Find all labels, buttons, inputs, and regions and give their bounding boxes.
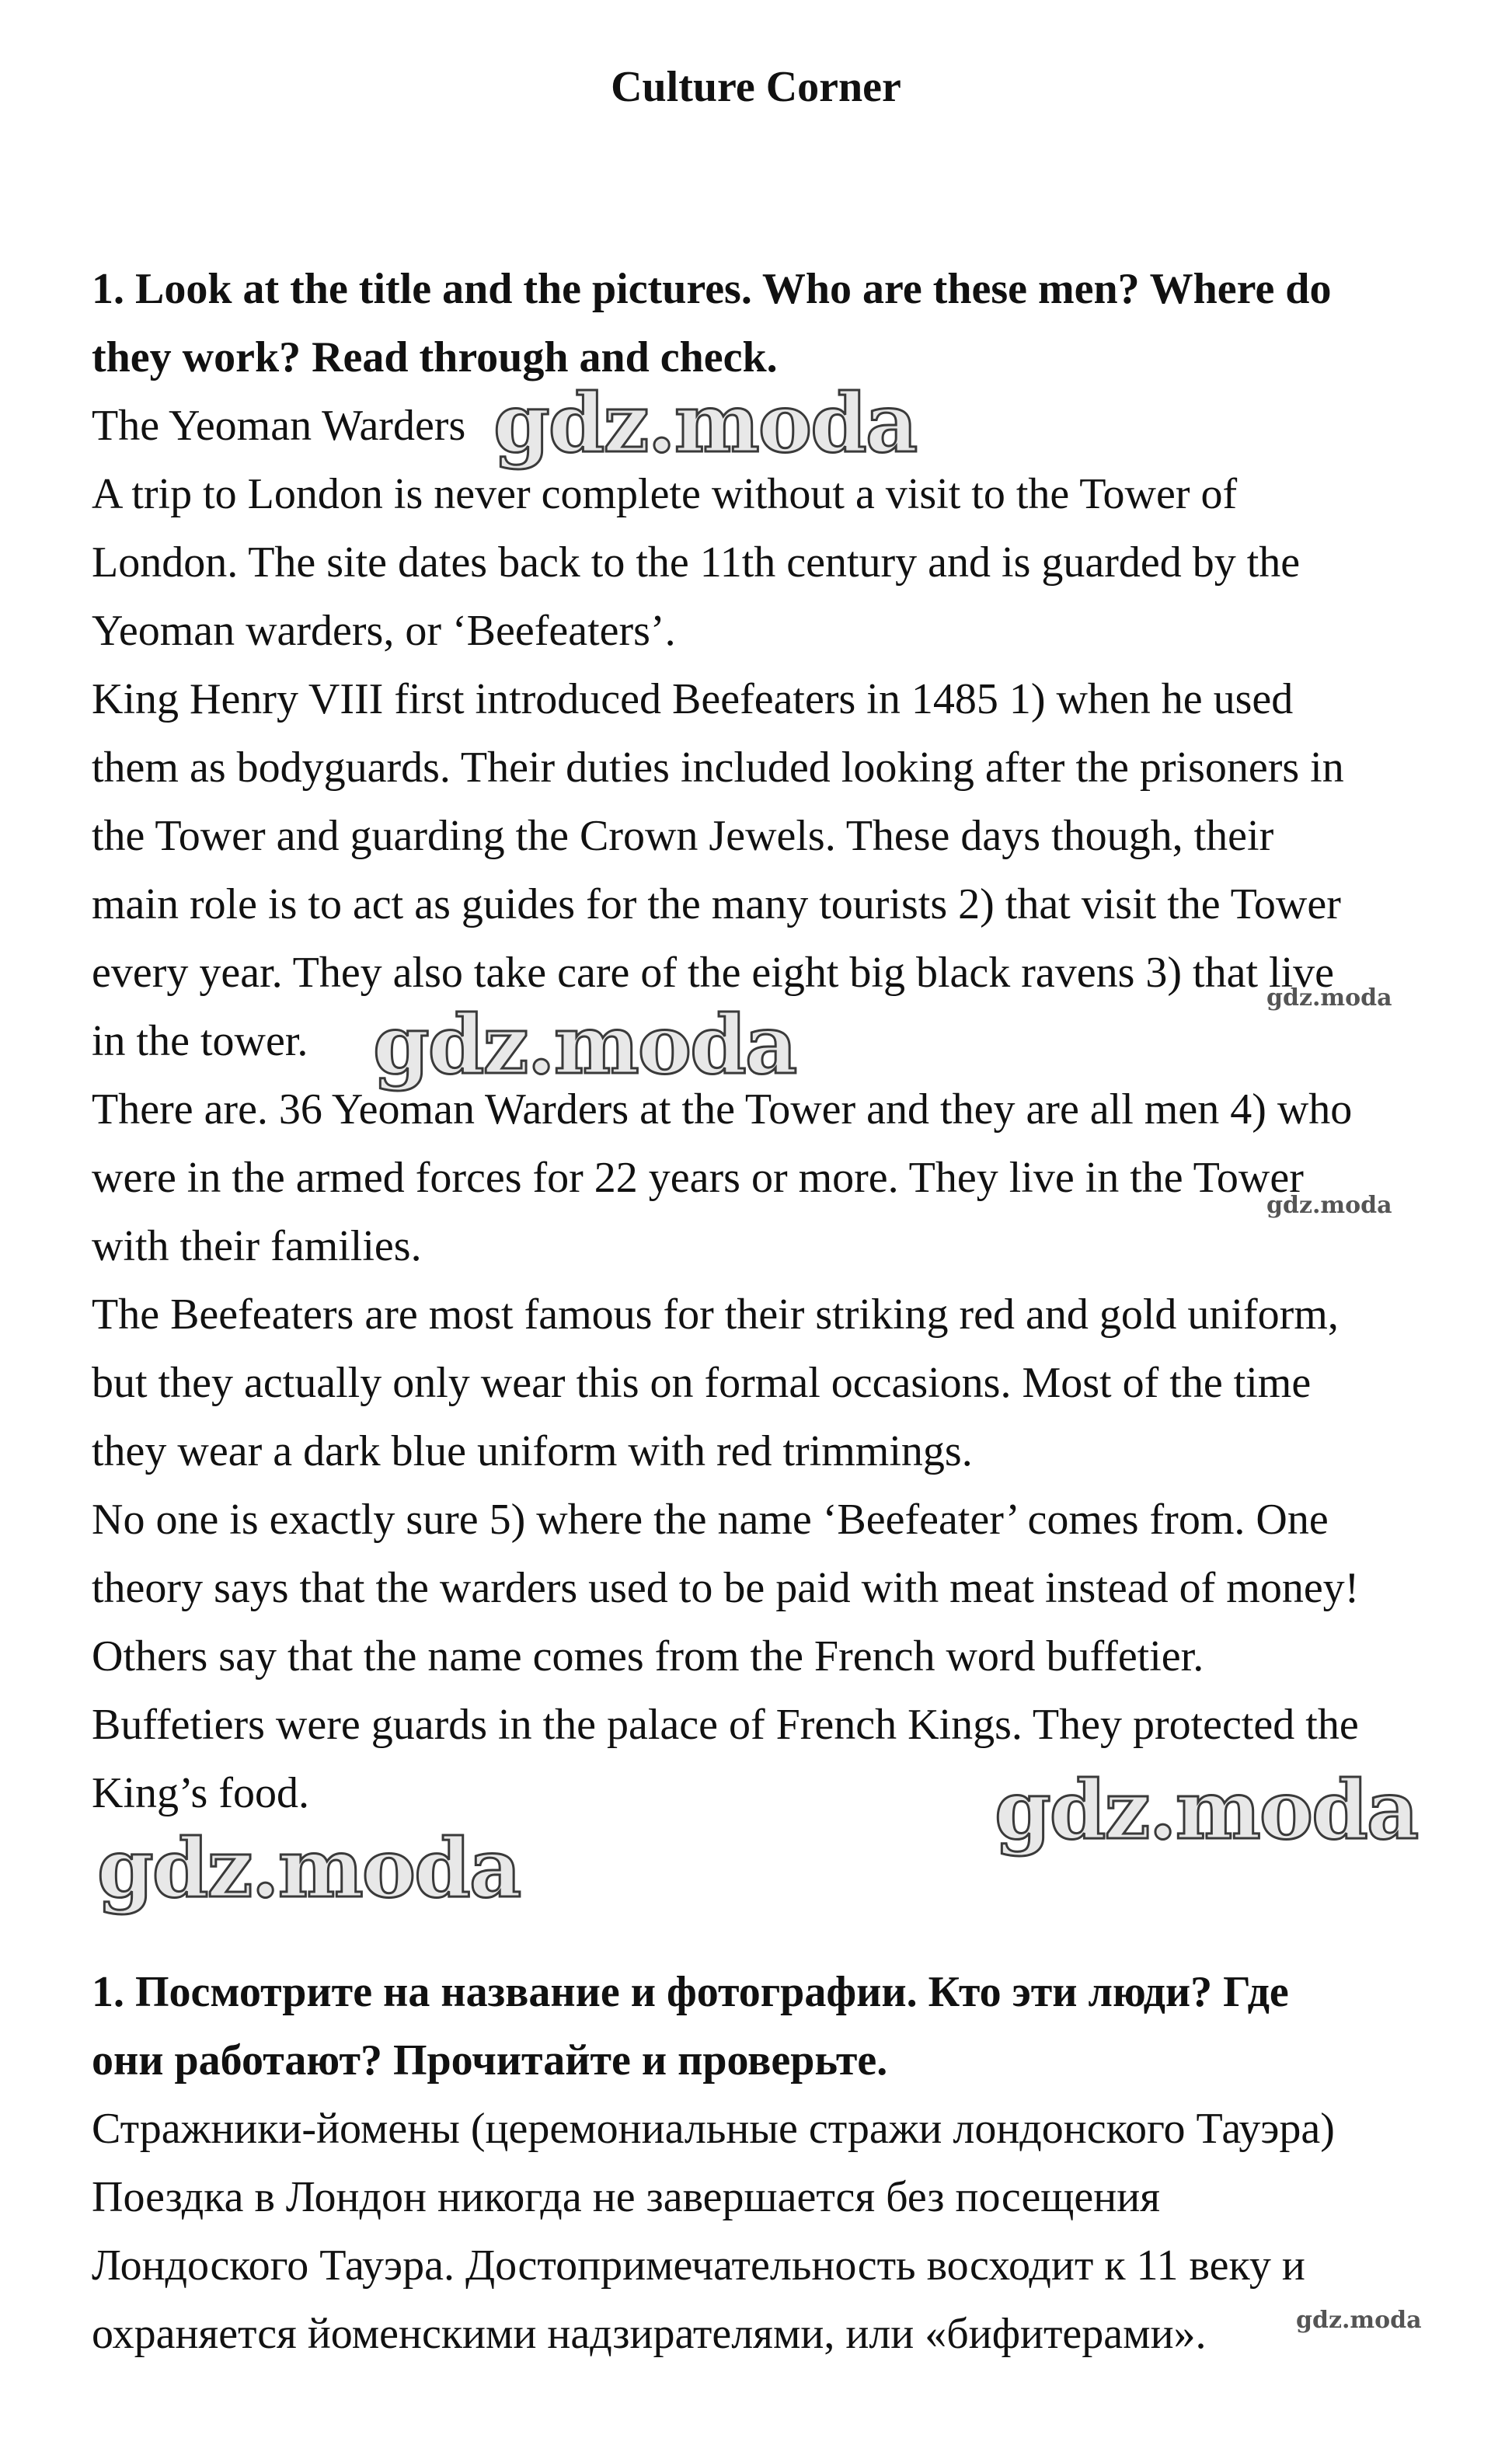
text-line: A trip to London is never complete without a visit to the Tower of	[92, 470, 1238, 518]
heading-line: они работают? Прочитайте и проверьте.	[92, 2036, 888, 2085]
text-line: in the tower.	[92, 1017, 308, 1065]
watermark-small: gdz.moda	[1266, 1192, 1392, 1219]
russian-task-heading	[92, 1958, 1444, 2095]
translation-paragraph-1	[92, 2163, 1444, 2368]
russian-section	[92, 1958, 1444, 2368]
english-task-heading	[92, 255, 1444, 392]
watermark: gdz.moda	[97, 1820, 521, 1916]
page-title: Culture Corner	[611, 63, 901, 111]
text-line: There are. 36 Yeoman Warders at the Tower and they are all men 4) who	[92, 1085, 1353, 1134]
text-line: The Beefeaters are most famous for their striking red and gold uniform,	[92, 1290, 1339, 1339]
watermark: gdz.moda	[373, 997, 796, 1092]
text-line: Buffetiers were guards in the palace of French Kings. They protected the	[92, 1701, 1359, 1749]
text-line: Yeoman warders, or ‘Beefeaters’.	[92, 607, 676, 655]
text-line: London. The site dates back to the 11th century and is guarded by the	[92, 538, 1301, 587]
text-line: they wear a dark blue uniform with red trimmings.	[92, 1427, 973, 1475]
text-line: theory says that the warders used to be paid with meat instead of money!	[92, 1564, 1360, 1612]
text-line: main role is to act as guides for the many tourists 2) that visit the Tower	[92, 880, 1341, 928]
article-title-translation: Стражники-йомены (церемониальные стражи лондонского Тауэра)	[92, 2105, 1335, 2153]
heading-line: 1. Look at the title and the pictures. Who are these men? Where do	[92, 265, 1332, 313]
text-line: the Tower and guarding the Crown Jewels. These days though, their	[92, 812, 1274, 860]
text-line: охраняется йоменскими надзирателями, или «бифитерами».	[92, 2310, 1207, 2358]
text-line: King Henry VIII first introduced Beefeaters in 1485 1) when he used	[92, 675, 1294, 723]
text-line: King’s food.	[92, 1769, 309, 1817]
watermark-small: gdz.moda	[1266, 984, 1392, 1012]
watermark: gdz.moda	[493, 375, 917, 471]
text-line: with their families.	[92, 1222, 422, 1270]
paragraph-1	[92, 460, 1444, 665]
text-line: Others say that the name comes from the French word buffetier.	[92, 1632, 1204, 1681]
paragraph-4	[92, 1280, 1444, 1485]
text-line: every year. They also take care of the eight big black ravens 3) that live	[92, 949, 1334, 997]
text-line: were in the armed forces for 22 years or more. They live in the Tower	[92, 1154, 1304, 1202]
paragraph-3	[92, 1075, 1444, 1280]
text-line: but they actually only wear this on formal occasions. Most of the time	[92, 1359, 1312, 1407]
watermark: gdz.moda	[995, 1762, 1418, 1858]
article-title: The Yeoman Warders	[92, 402, 466, 450]
text-line: Лондоского Тауэра. Достопримечательность восходит к 11 веку и	[92, 2241, 1305, 2290]
text-line: them as bodyguards. Their duties included looking after the prisoners in	[92, 744, 1344, 792]
heading-line: they work? Read through and check.	[92, 333, 778, 381]
text-line: No one is exactly sure 5) where the name ‘Beefeater’ comes from. One	[92, 1496, 1329, 1544]
heading-line: 1. Посмотрите на название и фотографии. Кто эти люди? Где	[92, 1968, 1289, 2016]
text-line: Поездка в Лондон никогда не завершается без посещения	[92, 2173, 1160, 2221]
watermark-small: gdz.moda	[1296, 2307, 1422, 2334]
